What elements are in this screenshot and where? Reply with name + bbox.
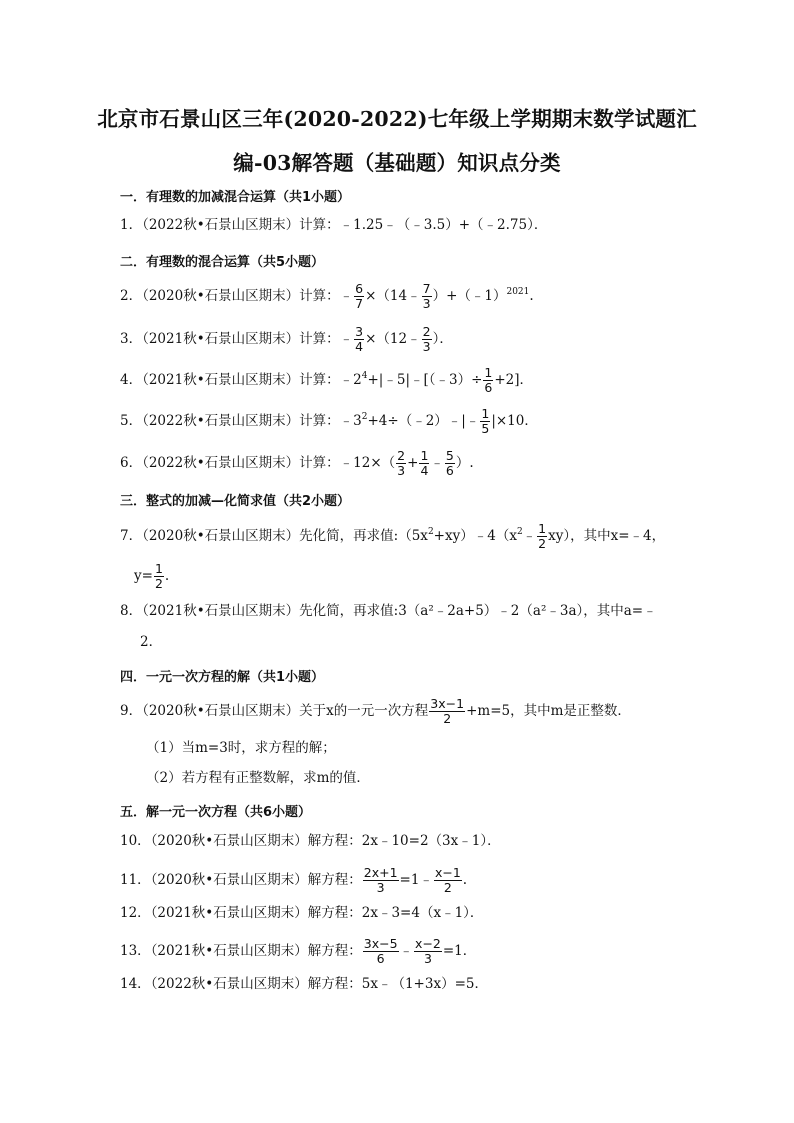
problem-text: 解方程：	[307, 943, 362, 959]
problem-number: 5．	[120, 413, 143, 429]
problem-number: 12．	[120, 905, 151, 921]
problem-number: 3．	[120, 331, 143, 347]
problem-number: 1．	[120, 217, 143, 233]
section-heading-1: 一．有理数的加减混合运算（共1小题）	[120, 190, 351, 205]
section-heading-4: 四．一元一次方程的解（共1小题）	[120, 670, 325, 685]
problem-14	[120, 974, 488, 994]
problem-text: ）.	[455, 455, 474, 471]
problem-13	[120, 937, 476, 966]
problem-text: =1﹣	[399, 872, 433, 888]
problem-text: 计算：﹣2	[299, 372, 362, 388]
problem-number: 4．	[120, 372, 143, 388]
problem-number: 7．	[120, 528, 143, 544]
problem-4	[120, 366, 533, 395]
problem-text: 计算：﹣	[299, 331, 354, 347]
problem-text: |×10．	[491, 413, 538, 429]
fraction: $\frac{x-2}{3}$	[415, 936, 441, 966]
problem-source: （2021秋•石景山区期末）	[142, 372, 300, 388]
problem-number: 10．	[120, 833, 151, 849]
problem-source: （2020秋•石景山区期末）	[142, 528, 300, 544]
fraction: $\frac{5}{6}$	[445, 448, 454, 478]
fraction: $\frac{1}{4}$	[420, 448, 429, 478]
problem-8-continuation: 2．	[140, 634, 163, 650]
problem-text: 计算：﹣3	[299, 413, 362, 429]
problem-text: 解方程：5x﹣（1+3x）=5．	[307, 976, 488, 992]
fraction: $\frac{1}{2}$	[538, 521, 547, 551]
problem-source: （2020秋•石景山区期末）	[142, 288, 300, 304]
problem-text: ﹣12×（	[339, 455, 396, 471]
fraction: $\frac{3x-5}{6}$	[363, 936, 398, 966]
problem-5	[120, 407, 538, 436]
problem-number: 8．	[120, 603, 143, 619]
problem-source: （2022秋•石景山区期末）	[142, 413, 300, 429]
problem-source: （2022秋•石景山区期末）	[142, 217, 300, 233]
doc-title-line-2: 编-03解答题（基础题）知识点分类	[233, 151, 561, 175]
problem-text: 计算：﹣	[299, 288, 354, 304]
problem-6: 6．（2022秋•石景山区期末）计算：﹣12×（ $\frac{2}{3}$ + $\frac{1}{4}$ ﹣ $\frac{5}{6}$ ）.	[120, 448, 474, 478]
exponent: 2021	[506, 287, 530, 297]
problem-text: +|﹣5|﹣[（﹣3）÷	[367, 372, 483, 388]
problem-3	[120, 325, 453, 354]
problem-text: xy），其中x=﹣4，	[548, 528, 666, 544]
problem-11: 11．（2020秋•石景山区期末）解方程： $\frac{2x+1}{3}$ =1﹣ $\frac{x-1}{2}$ .	[120, 865, 468, 895]
exponent: 2	[361, 412, 368, 422]
fraction: $\frac{x-1}{2}$	[434, 865, 461, 895]
exponent: 2	[516, 527, 523, 537]
problem-10	[120, 831, 501, 851]
problem-text: 解方程：2x﹣3=4（x﹣1）．	[307, 905, 484, 921]
section-heading-3: 三．整式的加减—化简求值（共2小题）	[120, 494, 351, 509]
problem-text: 先化简，再求值:3（a²﹣2a+5）﹣2（a²﹣3a），其中a=﹣	[299, 603, 657, 619]
problem-1	[120, 215, 547, 235]
problem-number: 13．	[120, 943, 151, 959]
problem-2: 2．（2020秋•石景山区期末）计算：﹣ $\frac{6}{7}$ ×（14﹣ $\frac{7}{3}$ ）+（﹣1）$^{2021}$.	[120, 281, 534, 311]
problem-number: 11．	[120, 872, 151, 888]
problem-12	[120, 903, 483, 923]
problem-9	[120, 697, 631, 726]
problem-source: （2020秋•石景山区期末）	[142, 703, 300, 719]
problem-text: 先化简，再求值:（5x	[299, 528, 428, 544]
problem-source: （2021秋•石景山区期末）	[142, 331, 300, 347]
fraction: $\frac{6}{7}$	[355, 281, 364, 311]
problem-source: （2021秋•石景山区期末）	[142, 603, 300, 619]
fraction: $\frac{1}{6}$	[484, 365, 493, 395]
problem-text: +xy）﹣4（x	[433, 528, 517, 544]
exponent: 4	[361, 371, 368, 381]
fraction: $\frac{7}{3}$	[422, 281, 431, 311]
problem-number: 6．	[120, 455, 143, 471]
fraction: $\frac{3x-1}{2}$	[430, 696, 465, 726]
problem-source: （2021秋•石景山区期末）	[150, 905, 308, 921]
fraction: $\frac{2x+1}{3}$	[363, 865, 398, 895]
problem-text: ）．	[432, 331, 453, 347]
problem-text: ×（14﹣	[365, 288, 421, 304]
problem-text: 计算：﹣1.25﹣（﹣3.5）+（﹣2.75）．	[299, 217, 548, 233]
fraction: $\frac{1}{2}$	[154, 561, 163, 591]
problem-text: +m=5，其中m是正整数．	[466, 703, 631, 719]
problem-text: ×（12﹣	[365, 331, 421, 347]
problem-source: （2022秋•石景山区期末）	[142, 455, 300, 471]
problem-9-part-1: （1）当m=3时，求方程的解；	[146, 740, 336, 756]
problem-7: 7．（2020秋•石景山区期末）先化简，再求值$:(5x^2+xy)﹣4(x^2﹣$ $\frac{1}{2}$ xy），其中x=﹣4，	[120, 521, 666, 551]
fraction: $\frac{2}{3}$	[422, 324, 431, 354]
section-heading-2: 二．有理数的混合运算（共5小题）	[120, 255, 325, 270]
fraction: $\frac{3}{4}$	[355, 324, 364, 354]
problem-source: （2020秋•石景山区期末）	[150, 872, 308, 888]
fraction: $\frac{2}{3}$	[397, 448, 406, 478]
problem-text: 计算：	[299, 455, 340, 471]
problem-text: 解方程：	[307, 872, 362, 888]
fraction: $\frac{1}{5}$	[481, 406, 490, 436]
problem-8	[120, 601, 657, 621]
problem-text: +4÷（﹣2）﹣|﹣	[367, 413, 480, 429]
problem-text: 解方程：2x﹣10=2（3x﹣1）．	[307, 833, 501, 849]
problem-number: 14．	[120, 976, 151, 992]
problem-text: ）+（﹣1）	[432, 288, 507, 304]
problem-text: =1．	[442, 943, 477, 959]
problem-number: 9．	[120, 703, 143, 719]
problem-7-continuation: y= $\frac{1}{2}$ .	[134, 561, 170, 591]
section-heading-5: 五．解一元一次方程（共6小题）	[120, 805, 312, 820]
problem-source: （2022秋•石景山区期末）	[150, 976, 308, 992]
problem-text: +2]．	[494, 372, 534, 388]
exponent: 2	[427, 527, 434, 537]
problem-text: ﹣	[399, 943, 414, 959]
problem-source: （2020秋•石景山区期末）	[150, 833, 308, 849]
problem-text: 关于x的一元一次方程	[299, 703, 429, 719]
problem-number: 2．	[120, 288, 143, 304]
problem-source: （2021秋•石景山区期末）	[150, 943, 308, 959]
problem-9-part-2: （2）若方程有正整数解，求m的值．	[146, 770, 370, 786]
doc-title-line-1: 北京市石景山区三年(2020-2022)七年级上学期期末数学试题汇	[97, 107, 697, 131]
